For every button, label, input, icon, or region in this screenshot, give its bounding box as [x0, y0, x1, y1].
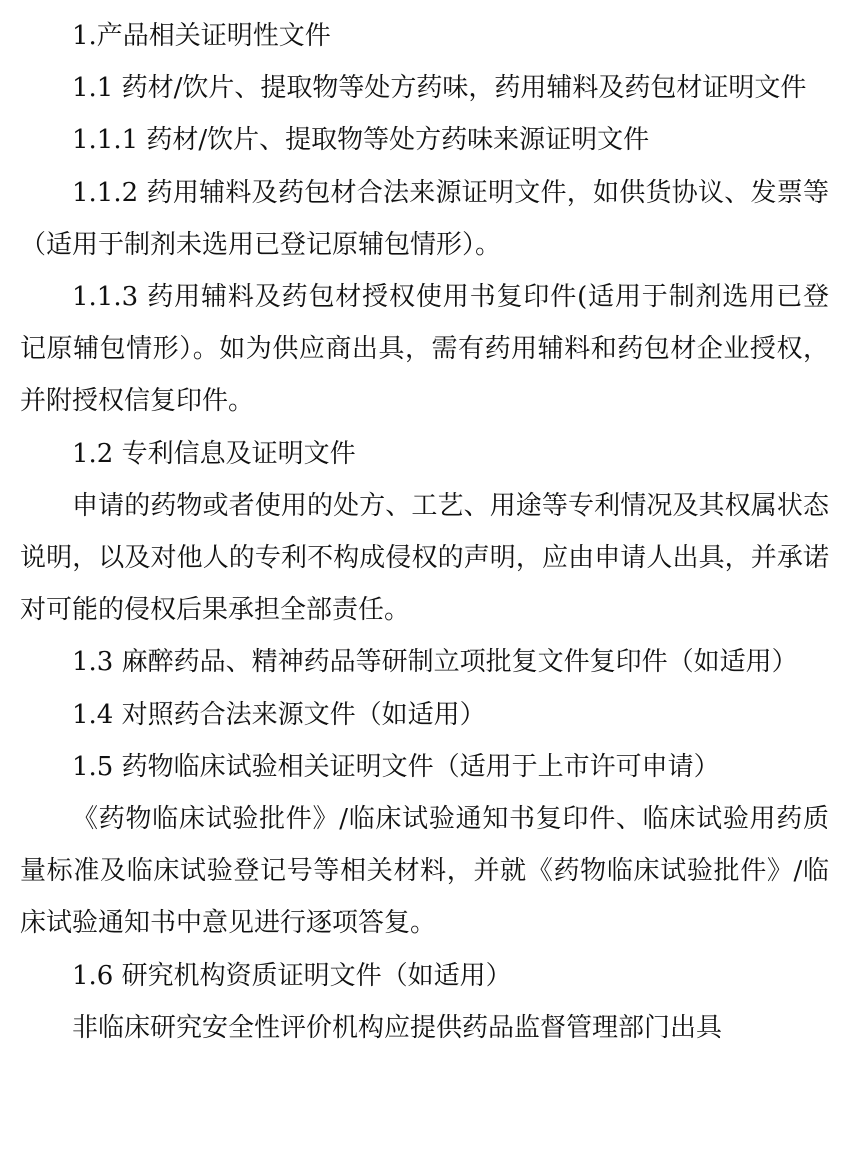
heading-1-2: 1.2 专利信息及证明文件 [72, 438, 356, 469]
paragraph-1-1-2: 1.1.2 药用辅料及药包材合法来源证明文件，如供货协议、发票等（适用于制剂未选用已登记原辅包情形）。 [20, 177, 829, 260]
heading-1: 1.产品相关证明性文件 [72, 21, 331, 51]
heading-1-6: 1.6 研究机构资质证明文件（如适用） [72, 960, 512, 991]
paragraph-clinical-trial: 《药物临床试验批件》/临床试验通知书复印件、临床试验用药质量标准及临床试验登记号等相关材料，并就《药物临床试验批件》/临床试验通知书中意见进行逐项答复。 [20, 804, 829, 939]
document-body [20, 0, 829, 1054]
paragraph-institution: 非临床研究安全性评价机构应提供药品监督管理部门出具 [72, 1012, 723, 1043]
top-spacer [20, 0, 829, 10]
paragraph-1-1-3: 1.1.3 药用辅料及药包材授权使用书复印件(适用于制剂选用已登记原辅包情形）。如为供应商出具，需有药用辅料和药包材企业授权，并附授权信复印件。 [20, 282, 829, 417]
heading-1-1-1: 1.1.1 药材/饮片、提取物等处方药味来源证明文件 [72, 125, 650, 156]
heading-1-5: 1.5 药物临床试验相关证明文件（适用于上市许可申请） [72, 751, 720, 782]
heading-1-1: 1.1 药材/饮片、提取物等处方药味，药用辅料及药包材证明文件 [72, 73, 807, 104]
paragraph-patent: 申请的药物或者使用的处方、工艺、用途等专利情况及其权属状态说明，以及对他人的专利不构成侵权的声明，应由申请人出具，并承诺对可能的侵权后果承担全部责任。 [20, 490, 829, 626]
heading-1-3: 1.3 麻醉药品、精神药品等研制立项批复文件复印件（如适用） [72, 647, 798, 678]
heading-1-4: 1.4 对照药合法来源文件（如适用） [72, 699, 486, 730]
